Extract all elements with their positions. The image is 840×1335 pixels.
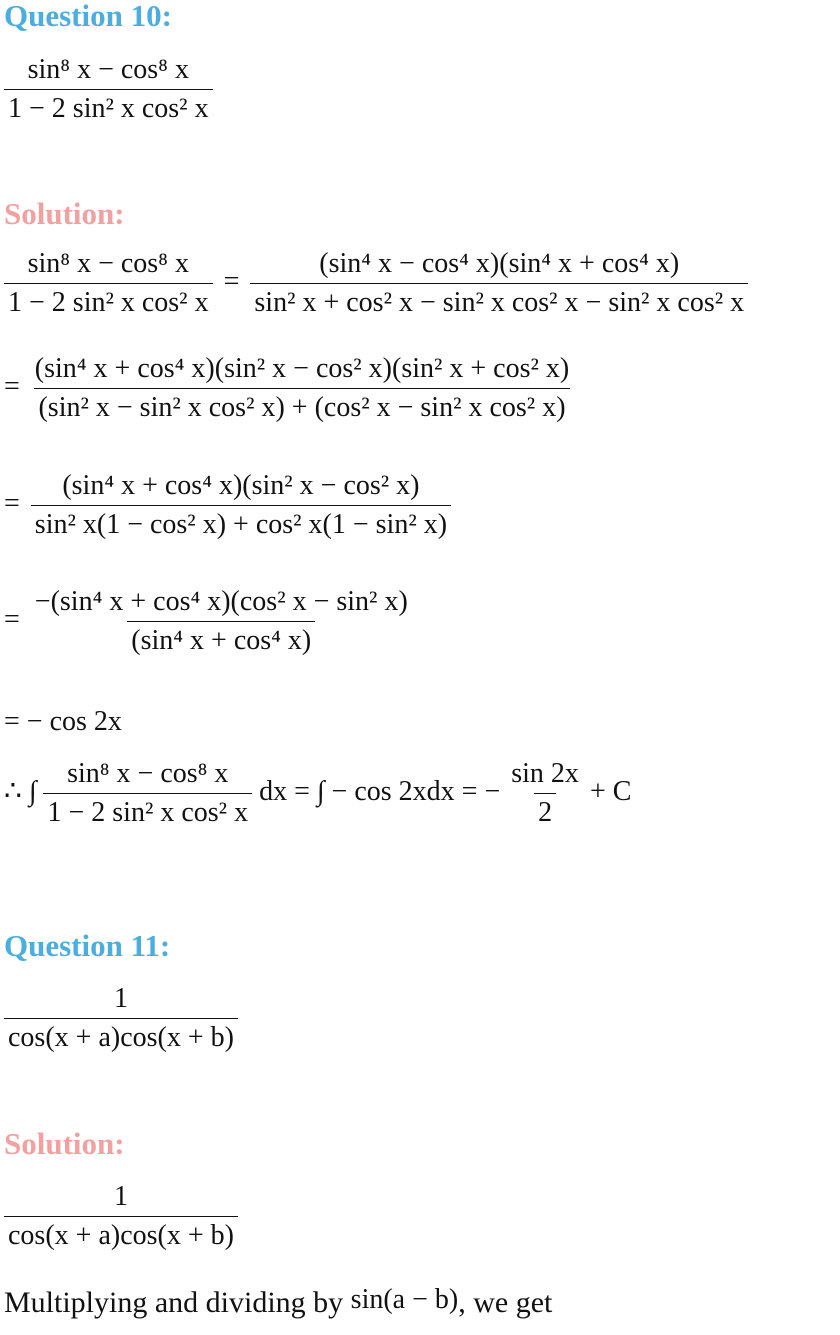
fraction-numerator: 1 [113, 983, 128, 1014]
fraction-numerator: sin 2x [511, 758, 579, 789]
fraction-denominator: cos(x + a)cos(x + b) [4, 1216, 238, 1250]
step-4 [4, 588, 412, 655]
fraction-denominator: sin² x + cos² x − sin² x cos² x − sin² x cos² x [250, 283, 748, 317]
step-1-lhs-fraction [4, 250, 213, 317]
fraction-numerator: (sin⁴ x + cos⁴ x)(sin² x − cos² x) [62, 470, 420, 501]
equals-sign: = [4, 603, 20, 635]
equals-sign: = [223, 265, 240, 297]
question-11-heading: Question 11: [4, 928, 171, 963]
step-1 [4, 250, 748, 317]
fraction-denominator: 1 − 2 sin² x cos² x [43, 793, 252, 827]
step-4-fraction [31, 588, 412, 655]
restated-fraction [4, 1183, 238, 1250]
step-2-fraction [31, 355, 573, 422]
integrand-fraction [43, 760, 252, 827]
fraction-denominator: cos(x + a)cos(x + b) [4, 1018, 238, 1052]
fraction-numerator: 1 [113, 1181, 128, 1212]
solution-11-restate [4, 1183, 238, 1250]
integral-middle: dx = ∫ − cos 2xdx = − [259, 775, 501, 807]
problem-fraction [4, 985, 238, 1052]
fraction-numerator: (sin⁴ x − cos⁴ x)(sin⁴ x + cos⁴ x) [319, 248, 680, 279]
step-2 [4, 355, 573, 422]
fraction-denominator: 2 [534, 793, 556, 827]
step-3-fraction [31, 472, 451, 539]
fraction-denominator: sin² x(1 − cos² x) + cos² x(1 − sin² x) [31, 505, 451, 539]
solution-11-label: Solution: [4, 1126, 125, 1161]
fraction-denominator: 1 − 2 sin² x cos² x [4, 89, 213, 123]
question-11-problem [4, 985, 238, 1052]
step-6-integral [4, 760, 631, 827]
step-1-rhs-fraction [250, 250, 748, 317]
solution-10-label: Solution: [4, 196, 125, 231]
note-after: , we get [458, 1286, 553, 1319]
constant-term: + C [589, 775, 632, 807]
step-3 [4, 472, 451, 539]
therefore-integral: ∴ ∫ [4, 775, 37, 807]
fraction-numerator: (sin⁴ x + cos⁴ x)(sin² x − cos² x)(sin² x + cos² x) [34, 353, 570, 384]
fraction-denominator: (sin⁴ x + cos⁴ x) [127, 621, 315, 655]
step-5-result: = − cos 2x [4, 706, 122, 737]
fraction-numerator: −(sin⁴ x + cos⁴ x)(cos² x − sin² x) [34, 586, 408, 617]
fraction-numerator: sin⁸ x − cos⁸ x [27, 248, 189, 279]
note-math: sin(a − b) [350, 1284, 459, 1315]
question-10-problem [4, 56, 213, 123]
fraction-denominator: 1 − 2 sin² x cos² x [4, 283, 213, 317]
equals-sign: = [4, 370, 20, 402]
multiplying-note [4, 1286, 552, 1320]
problem-fraction [4, 56, 213, 123]
fraction-numerator: sin⁸ x − cos⁸ x [27, 54, 189, 85]
note-before: Multiplying and dividing by [4, 1286, 344, 1319]
fraction-numerator: sin⁸ x − cos⁸ x [67, 758, 229, 789]
result-fraction [507, 760, 583, 827]
equals-sign: = [4, 487, 20, 519]
fraction-denominator: (sin² x − sin² x cos² x) + (cos² x − sin² x cos² x) [34, 388, 569, 422]
question-10-heading: Question 10: [4, 0, 172, 33]
